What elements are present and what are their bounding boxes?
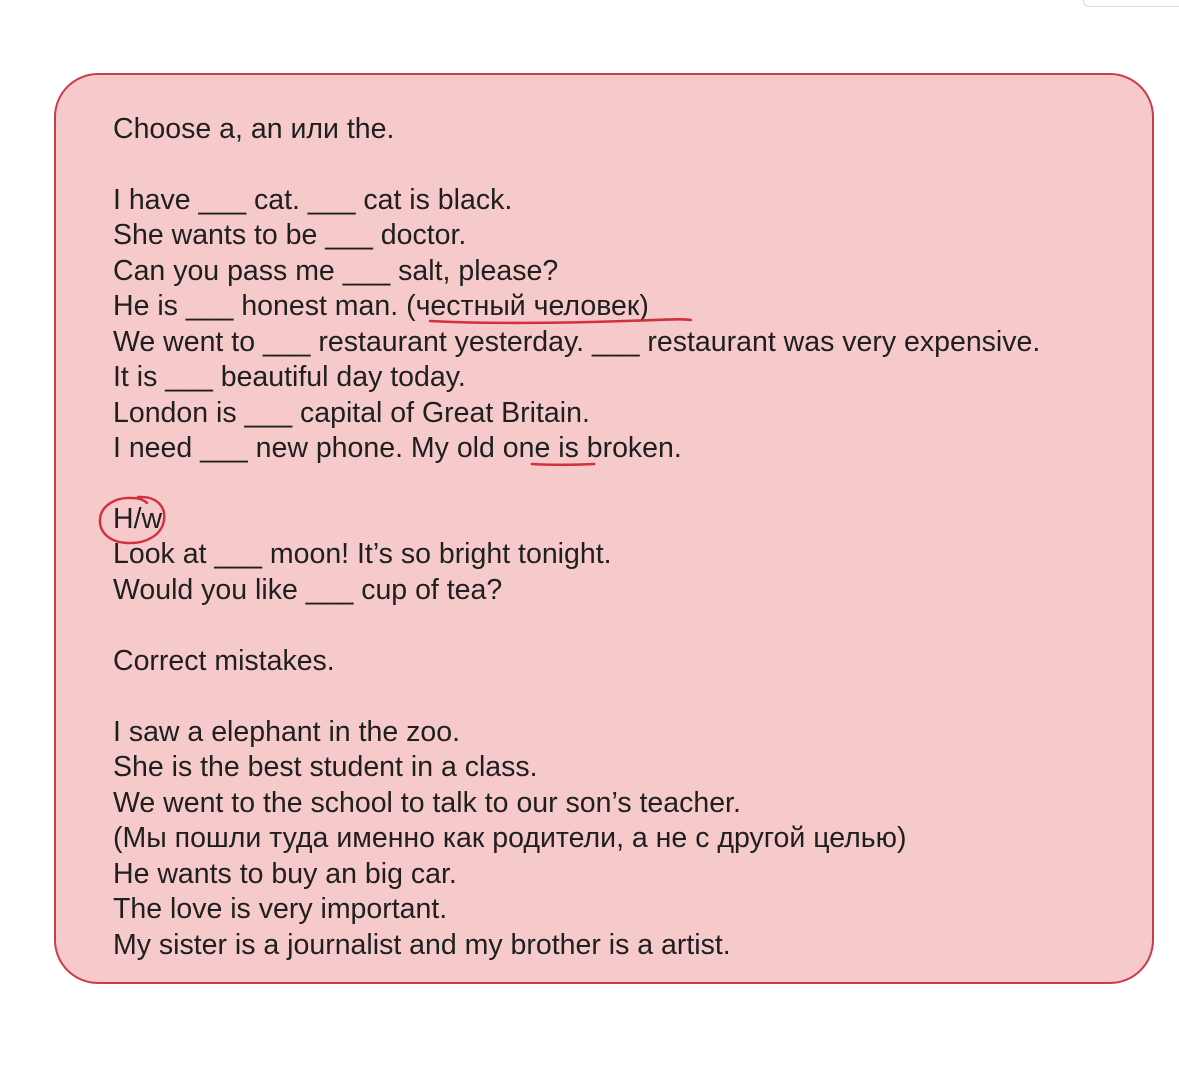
homework-item: Would you like ___ cup of tea? bbox=[113, 574, 503, 606]
exercise1-item: Can you pass me ___ salt, please? bbox=[113, 255, 559, 287]
exercise2-item: My sister is a journalist and my brother is a artist. bbox=[113, 929, 731, 961]
window-corner-edge bbox=[1083, 0, 1179, 7]
exercise2-item: I saw a elephant in the zoo. bbox=[113, 716, 460, 748]
exercise1-instruction: Choose a, an или the. bbox=[113, 113, 395, 145]
homework-label: H/w bbox=[113, 503, 163, 535]
exercise1-item: It is ___ beautiful day today. bbox=[113, 361, 466, 393]
exercise2-item: We went to the school to talk to our son’s teacher. bbox=[113, 787, 741, 819]
exercise1-item: We went to ___ restaurant yesterday. ___ restaurant was very expensive. bbox=[113, 326, 1041, 358]
exercise1-item: London is ___ capital of Great Britain. bbox=[113, 397, 590, 429]
exercise2-item: She is the best student in a class. bbox=[113, 751, 538, 783]
exercise1-item: He is ___ honest man. (честный человек) bbox=[113, 290, 649, 322]
exercise1-item: I need ___ new phone. My old one is broken. bbox=[113, 432, 682, 464]
exercise1-item: I have ___ cat. ___ cat is black. bbox=[113, 184, 513, 216]
exercise2-item: The love is very important. bbox=[113, 893, 448, 925]
exercise1-item: She wants to be ___ doctor. bbox=[113, 219, 467, 251]
homework-item: Look at ___ moon! It’s so bright tonight. bbox=[113, 538, 612, 570]
exercise2-item: He wants to buy an big car. bbox=[113, 858, 457, 890]
exercise2-item: (Мы пошли туда именно как родители, а не с другой целью) bbox=[113, 822, 907, 854]
exercise2-instruction: Correct mistakes. bbox=[113, 645, 335, 677]
